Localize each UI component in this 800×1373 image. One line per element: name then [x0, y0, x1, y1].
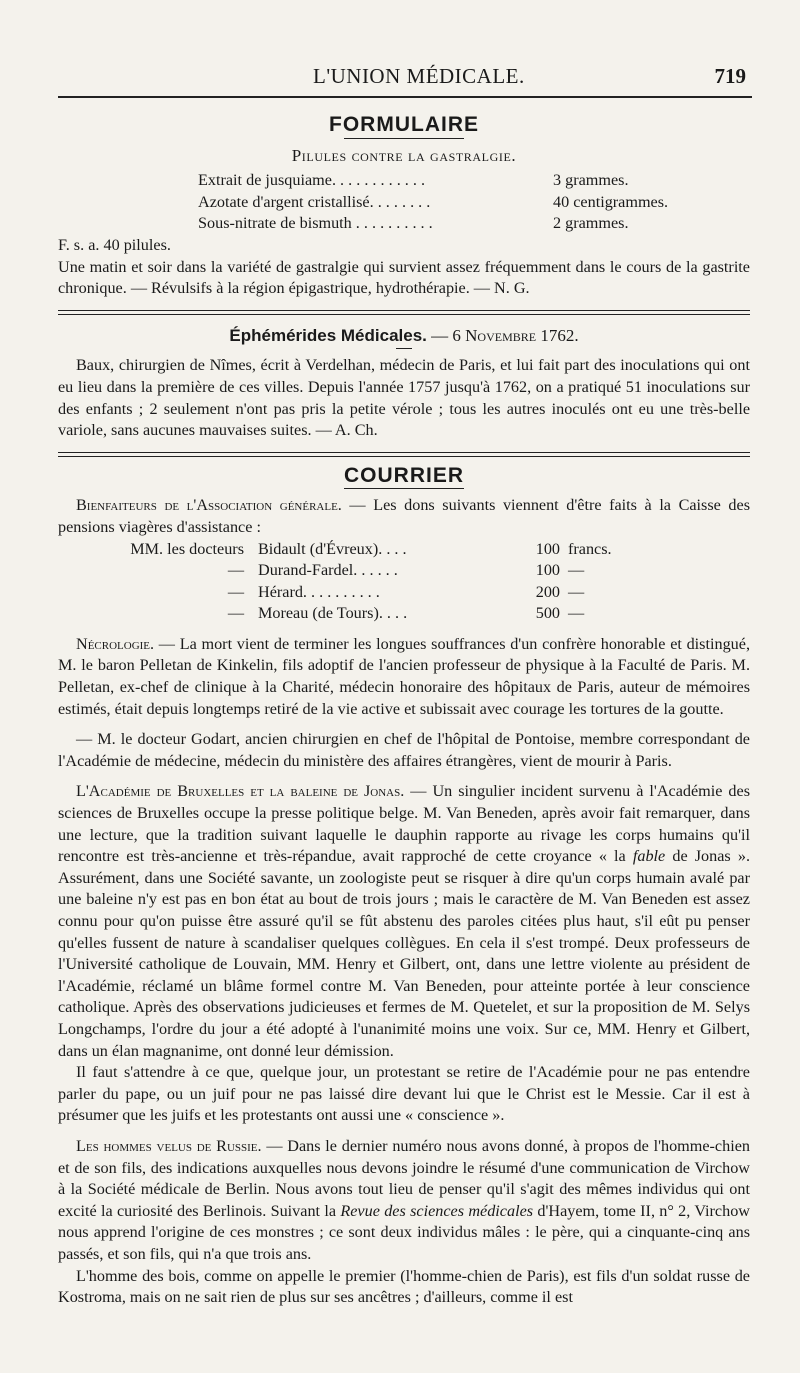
- necrologie-paragraph: [58, 634, 750, 720]
- hommes-revue: Revue des sciences médicales: [340, 1201, 534, 1220]
- donor-unit: —: [568, 582, 585, 601]
- spacer: [58, 772, 750, 781]
- hommes-paragraph: [58, 1136, 750, 1266]
- ingredient-row: [58, 192, 750, 214]
- donor-name: Bidault (d'Évreux). . . .: [258, 539, 407, 558]
- page-number: 719: [714, 64, 746, 88]
- donor-amount: 500: [535, 604, 560, 623]
- academie-text-2: de Jonas ». Assurément, dans une Société savante, un zoologiste peut se risquer à dire qu'un corps humain avalé par une baleine n'y est pas en bon état au bout de trois jours ; mais le caractère de M. Van Beneden est assez connu pour qu'on puisse être assuré qu'il se fût abstenu des paroles citées plus haut, s'il eût pu penser qu'elles fussent de nature à scandaliser quelques collègues. En cela il s'est trompé. Deux professeurs de l'Université catholique de Louvain, MM. Henry et Gilbert, ont, dans une lettre violente au président de l'Académie, réclamé un blâme formel contre M. Van Beneden, pour atteinte portée à leur conscience catholique. Après des observations judicieuses et fermes de M. Quetelet, et sur la proposition de M. Selys Longchamps, l'ordre du jour a été adopté à l'unanimité moins une voix. Sur ce, MM. Henry et Gilbert, dans un élan magnanime, ont donné leur démission.: [58, 847, 750, 1060]
- ephemerides-title: Éphémérides Médicales.: [229, 325, 427, 345]
- ephemerides-body: Baux, chirurgien de Nîmes, écrit à Verdelhan, médecin de Paris, et lui fait part des inoculations qui ont eu lieu dans la première de ces villes. Depuis l'année 1757 jusqu'à 1762, on a pratiqué 51 inoculations sur des enfants ; 2 seulement n'ont pas pris la petite vérole ; tous les autres inoculés ont eu une très-belle variole, sans aucunes mauvaises suites. — A. Ch.: [58, 356, 750, 440]
- formulaire-subtitle: Pilules contre la gastralgie.: [291, 145, 517, 165]
- donor-name: Moreau (de Tours). . . .: [258, 604, 408, 623]
- ephemerides-date: — 6 Novembre 1762.: [431, 325, 579, 345]
- prescription: F. s. a. 40 pilules.: [58, 235, 171, 254]
- header-rule: [58, 96, 752, 98]
- formulaire-title: FORMULAIRE: [329, 113, 479, 136]
- page-content: [58, 106, 750, 1309]
- bienfaiteurs-lead: Bienfaiteurs de l'Association générale.: [76, 496, 342, 515]
- donor-unit: —: [568, 561, 585, 580]
- necrologie-text: — La mort vient de terminer les longues souffrances d'un confrère honorable et distingué, M. le baron Pelletan de Kinkelin, fils adoptif de l'ancien professeur de physique à la Faculté de Paris. M. Pelletan, ex-chef de clinique à la Charité, médecin honoraire des hôpitaux de Paris, auteur de mémoires estimés, était depuis longtemps retiré de la vie active et subissait avec courage les tortures de la goutte.: [58, 634, 750, 718]
- academie-lead: L'Académie de Bruxelles et la baleine de Jonas.: [76, 782, 405, 801]
- academie-paragraph: [58, 781, 750, 1062]
- courrier-rule: [344, 488, 464, 489]
- donor-prefix: —: [227, 561, 244, 580]
- donor-name: Durand-Fardel. . . . . .: [258, 561, 398, 580]
- ingredient-qty: 3 grammes.: [553, 171, 629, 190]
- ephemerides-heading: [58, 325, 750, 347]
- ephemerides-rule: [396, 348, 412, 349]
- hommes-text-1: — Dans le dernier numéro nous avons donné, à propos de l'homme-chien et de son fils, des indications auxquelles nous devons joindre le résumé d'une communication de Virchow à la Société médicale de Berlin. Nous avons tout lieu de penser qu'il s'agit des mêmes individus qui ont excité la curiosité des Berlinois. Suivant la: [58, 1136, 750, 1220]
- donor-row: [58, 582, 750, 604]
- section-divider: [58, 310, 750, 315]
- donor-unit: —: [568, 604, 585, 623]
- necrologie-lead: Nécrologie.: [76, 634, 155, 653]
- ingredient-qty: 40 centigrammes.: [553, 192, 669, 211]
- spacer: [58, 1127, 750, 1136]
- godart-paragraph: — M. le docteur Godart, ancien chirurgien en chef de l'hôpital de Pontoise, membre correspondant de l'Académie de médecine, médecin du ministère des affaires étrangères, vient de mourir à Paris.: [58, 730, 750, 770]
- ingredient-name: Extrait de jusquiame. . . . . . . . . . . .: [198, 171, 426, 190]
- journal-title: L'UNION MÉDICALE.: [313, 64, 525, 88]
- spacer: [58, 625, 750, 634]
- hommes-text-2: d'Hayem, tome II, n° 2, Virchow nous apprend l'origine de ces monstres ; ce sont deux individus mâles : le père, qui a cinquante-cinq ans passés, et son fils, qui n'a que trois ans.: [58, 1201, 750, 1263]
- running-head: [58, 64, 752, 94]
- ingredient-row: [58, 213, 750, 235]
- spacer: [58, 720, 750, 729]
- donor-name: Hérard. . . . . . . . . .: [258, 582, 380, 601]
- donor-amount: 100: [535, 561, 560, 580]
- donor-prefix: —: [227, 604, 244, 623]
- donor-unit: francs.: [568, 539, 612, 558]
- donor-prefix: MM. les docteurs: [130, 539, 244, 558]
- donor-amount: 200: [535, 582, 560, 601]
- usage-paragraph: Une matin et soir dans la variété de gastralgie qui survient assez fréquemment dans le cours de la gastrite chronique. — Révulsifs à la région épigastrique, hydrothérapie. — N. G.: [58, 257, 750, 298]
- academie-text-1: — Un singulier incident survenu à l'Académie des sciences de Bruxelles occupe la presse politique belge. M. Van Beneden, après avoir fait remarquer, dans une lecture, que la tradition suivant laquelle le dauphin rapporte au rivage les corps humains qu'il rencontre est très-ancienne et très-répandue, avait rapproché de cette croyance « la: [58, 782, 750, 866]
- bienfaiteurs-paragraph: [58, 495, 750, 538]
- hommes-paragraph-2: L'homme des bois, comme on appelle le premier (l'homme-chien de Paris), est fils d'un soldat russe de Kostroma, mais on ne sait rien de plus sur ses ancêtres ; d'ailleurs, comme il est: [58, 1266, 750, 1307]
- bienfaiteurs-text: — Les dons suivants viennent d'être faits à la Caisse des pensions viagères d'assistance :: [58, 496, 750, 536]
- donor-row: [58, 539, 750, 561]
- academie-paragraph-2: Il faut s'attendre à ce que, quelque jour, un protestant se retire de l'Académie pour ne pas entendre parler du pape, ou un juif pour ne pas laissé dire devant lui que le Christ est le Messie. Car il est à présumer que les juifs et les protestants ont aussi une « conscience ».: [58, 1063, 750, 1125]
- donor-row: [58, 603, 750, 625]
- ingredient-name: Sous-nitrate de bismuth . . . . . . . . . .: [198, 214, 433, 233]
- ingredient-qty: 2 grammes.: [553, 214, 629, 233]
- ingredient-name: Azotate d'argent cristallisé. . . . . . . .: [198, 192, 431, 211]
- ingredient-row: [58, 170, 750, 192]
- formulaire-rule: [344, 138, 464, 139]
- donor-row: [58, 560, 750, 582]
- academie-fable: fable: [632, 847, 666, 866]
- courrier-title: COURRIER: [343, 463, 464, 487]
- hommes-lead: Les hommes velus de Russie.: [76, 1136, 262, 1155]
- donor-amount: 100: [535, 539, 560, 558]
- donor-prefix: —: [227, 582, 244, 601]
- section-divider: [58, 452, 750, 457]
